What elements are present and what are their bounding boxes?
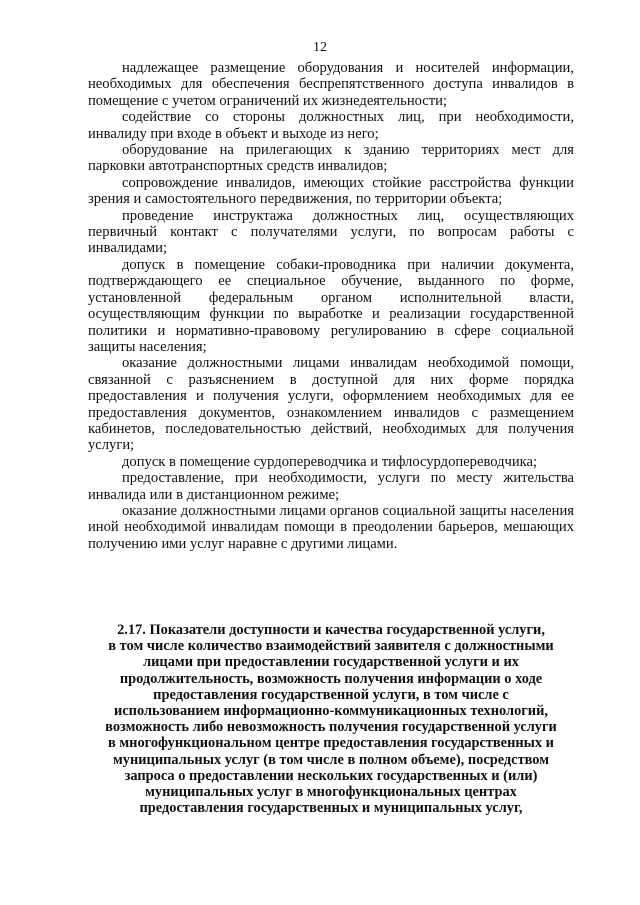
heading-line: лицами при предоставлении государственной услуги и их — [143, 654, 519, 671]
body-text — [88, 60, 574, 552]
paragraph-staff-briefing: проведение инструктажа должностных лиц, осуществляющих первичный контакт с получателями услуги, по вопросам работы с инвалидами; — [88, 207, 574, 257]
heading-line: предоставления государственных и муниципальных услуг, — [139, 800, 523, 817]
paragraph-remote-service: предоставление, при необходимости, услуги по месту жительства инвалида или в дистанционном режиме; — [88, 470, 574, 503]
heading-line: 2.17. Показатели доступности и качества государственной услуги, — [117, 622, 545, 638]
paragraph-parking: оборудование на прилегающих к зданию территориях мест для парковки автотранспортных средств инвалидов; — [88, 142, 574, 175]
paragraph-staff-assistance: содействие со стороны должностных лиц, при необходимости, инвалиду при входе в объект и выходе из него; — [88, 109, 574, 142]
paragraph-escort: сопровождение инвалидов, имеющих стойкие расстройства функции зрения и самостоятельного передвижения, по территории объекта; — [88, 174, 574, 208]
heading-line: запроса о предоставлении нескольких государственных и (или) — [124, 767, 538, 784]
heading-line: муниципальных услуг (в том числе в полном объеме), посредством — [112, 751, 550, 768]
section-heading — [92, 622, 570, 816]
heading-line: муниципальных услуг в многофункциональных центрах — [145, 784, 517, 801]
paragraph-equipment-placement: надлежащее размещение оборудования и носителей информации, необходимых для обеспечения беспрепятственного доступа инвалидов в помещение с учетом ограничений их жизнедеятельности; — [88, 60, 574, 109]
heading-line: в многофункциональном центре предоставления государственных и — [108, 735, 554, 752]
paragraph-guide-dog: допуск в помещение собаки-проводника при наличии документа, подтверждающего ее специальное обучение, выданного по форме, установленной федеральным органом исполнительной власти, осуществляющим функции по выработке и реализации государственной политики и нормативно-правовому регулированию в сфере социальной защиты населения; — [88, 256, 574, 355]
paragraph-barrier-help: оказание должностными лицами органов социальной защиты населения иной необходимой инвалидам помощи в преодолении барьеров, мешающих получению ими услуг наравне с другими лицами. — [88, 502, 574, 552]
heading-line: возможность либо невозможность получения государственной услуги — [105, 719, 557, 736]
heading-line: в том числе количество взаимодействий заявителя с должностными — [108, 638, 554, 655]
paragraph-interpreter: допуск в помещение сурдопереводчика и тифлосурдопереводчика; — [122, 453, 538, 470]
heading-line: предоставления государственной услуги, в том числе с — [153, 686, 509, 703]
page-number: 12 — [313, 40, 327, 55]
paragraph-staff-help: оказание должностными лицами инвалидам необходимой помощи, связанной с разъяснением в доступной для них форме порядка предоставления и получения услуги, оформлением необходимых для ее предоставления документов, ознакомлением инвалидов с размещением кабинетов, последовательностью действий, необходимых для получения услуги; — [88, 355, 574, 454]
heading-line: использованием информационно-коммуникационных технологий, — [113, 703, 548, 720]
heading-line: продолжительность, возможность получения информации о ходе — [119, 670, 543, 687]
